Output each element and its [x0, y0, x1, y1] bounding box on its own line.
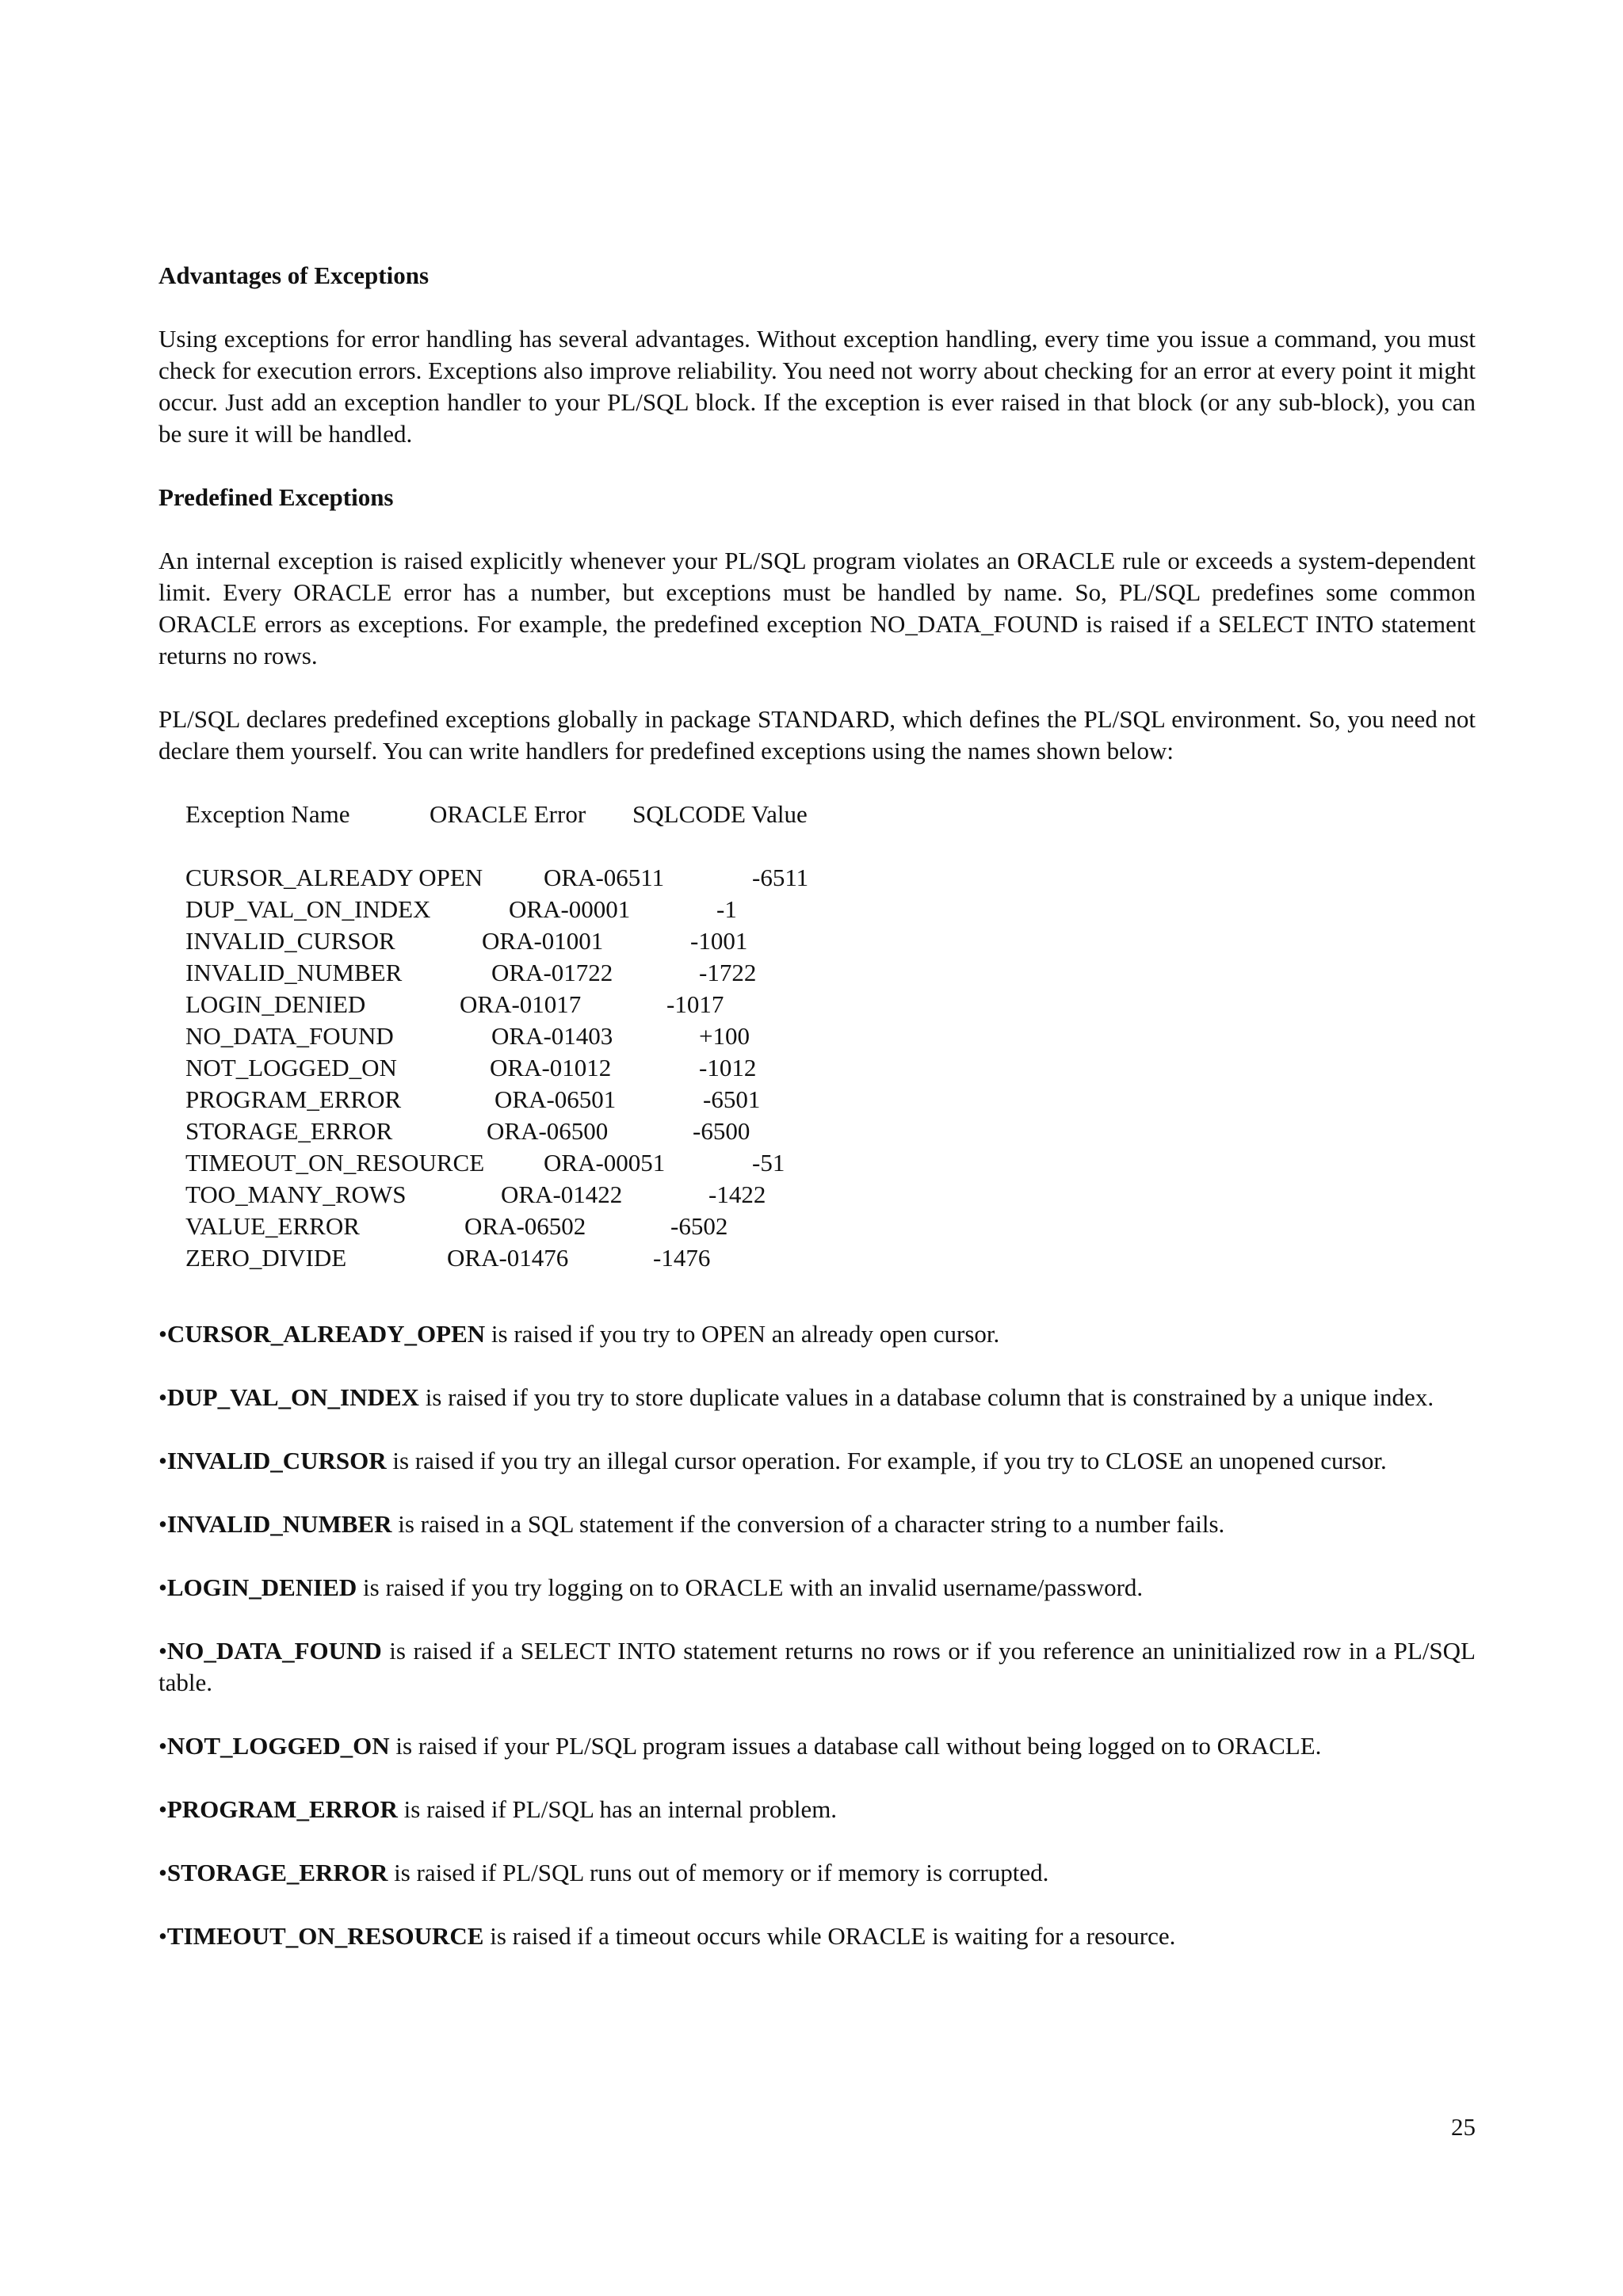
cell-exception-name: PROGRAM_ERROR — [185, 1085, 402, 1113]
cell-sqlcode-value: -6500 — [693, 1117, 750, 1145]
bullet-dot: • — [158, 1637, 167, 1665]
exception-name: INVALID_NUMBER — [166, 1510, 392, 1538]
list-item — [158, 1635, 1476, 1699]
cell-sqlcode-value: -1012 — [699, 1054, 757, 1081]
cell-oracle-error: ORA-01722 — [491, 959, 613, 986]
exception-description: is raised if a SELECT INTO statement returns no rows or if you reference an uninitialized row in a PL/SQL table. — [158, 1637, 1476, 1696]
bullet-dot: • — [158, 1922, 167, 1950]
exception-description-list — [158, 1318, 1476, 1952]
exception-description: is raised if you try to OPEN an already open cursor. — [485, 1320, 1000, 1348]
list-item — [158, 1857, 1476, 1889]
table-row — [185, 1084, 1476, 1116]
exception-table-header — [185, 799, 1476, 830]
paragraph-advantages: Using exceptions for error handling has several advantages. Without exception handling, every time you issue a command, you must check for execution errors. Exceptions also improve reliability. You need not worry about checking for an error at every point it might occur. Just add an exception handler to your PL/SQL block. If the exception is ever raised in that block (or any sub-block), you can be sure it will be handled. — [158, 325, 1476, 448]
list-item — [158, 1794, 1476, 1825]
exception-name: NOT_LOGGED_ON — [166, 1732, 390, 1760]
cell-sqlcode-value: -1 — [716, 895, 737, 923]
exception-description: is raised in a SQL statement if the conversion of a character string to a number fails. — [391, 1510, 1225, 1538]
table-row — [185, 989, 1476, 1020]
cell-exception-name: TIMEOUT_ON_RESOURCE — [185, 1149, 485, 1177]
cell-exception-name: DUP_VAL_ON_INDEX — [185, 895, 431, 923]
cell-oracle-error: ORA-01403 — [491, 1022, 613, 1050]
table-row — [185, 1116, 1476, 1147]
cell-oracle-error: ORA-01001 — [482, 927, 604, 955]
cell-exception-name: INVALID_NUMBER — [185, 959, 403, 986]
table-row — [185, 894, 1476, 925]
list-item — [158, 1382, 1476, 1413]
cell-oracle-error: ORA-06502 — [464, 1212, 586, 1240]
exception-description: is raised if you try to store duplicate values in a database column that is constrained by a unique index. — [418, 1383, 1434, 1411]
table-row — [185, 1020, 1476, 1052]
list-item — [158, 1730, 1476, 1762]
exception-name: CURSOR_ALREADY_OPEN — [166, 1320, 486, 1348]
exception-description: is raised if PL/SQL has an internal problem. — [397, 1795, 838, 1823]
list-item — [158, 1920, 1476, 1952]
cell-exception-name: NOT_LOGGED_ON — [185, 1054, 397, 1081]
bullet-dot: • — [158, 1320, 167, 1348]
exception-description: is raised if PL/SQL runs out of memory or if memory is corrupted. — [388, 1859, 1049, 1886]
cell-exception-name: LOGIN_DENIED — [185, 990, 366, 1018]
cell-oracle-error: ORA-01422 — [501, 1180, 623, 1208]
cell-sqlcode-value: -51 — [752, 1149, 785, 1177]
bullet-dot: • — [158, 1859, 167, 1886]
section-heading-predefined: Predefined Exceptions — [158, 483, 394, 511]
exception-name: INVALID_CURSOR — [166, 1447, 387, 1474]
exception-description: is raised if you try an illegal cursor operation. For example, if you try to CLOSE an unopened cursor. — [386, 1447, 1387, 1474]
exception-name: STORAGE_ERROR — [166, 1859, 388, 1886]
table-row — [185, 1147, 1476, 1179]
exception-name: DUP_VAL_ON_INDEX — [166, 1383, 419, 1411]
page-number: 25 — [1451, 2113, 1476, 2141]
paragraph-internal-exception: An internal exception is raised explicitly whenever your PL/SQL program violates an ORACLE rule or exceeds a system-dependent limit. Every ORACLE error has a number, but exceptions must be handled by name. So, PL/SQL predefines some common ORACLE errors as exceptions. For example, the predefined exception NO_DATA_FOUND is raised if a SELECT INTO statement returns no rows. — [158, 547, 1476, 669]
exception-name: PROGRAM_ERROR — [166, 1795, 398, 1823]
table-row — [185, 1052, 1476, 1084]
cell-sqlcode-value: -1476 — [653, 1244, 711, 1272]
table-row — [185, 1242, 1476, 1274]
list-item — [158, 1508, 1476, 1540]
exception-name: NO_DATA_FOUND — [166, 1637, 382, 1665]
exception-table-body — [185, 862, 1476, 1274]
cell-oracle-error: ORA-06500 — [487, 1117, 609, 1145]
cell-exception-name: STORAGE_ERROR — [185, 1117, 393, 1145]
cell-exception-name: NO_DATA_FOUND — [185, 1022, 394, 1050]
section-heading-advantages: Advantages of Exceptions — [158, 261, 430, 289]
cell-sqlcode-value: -1017 — [666, 990, 724, 1018]
exception-name: TIMEOUT_ON_RESOURCE — [166, 1922, 484, 1950]
table-row — [185, 1211, 1476, 1242]
exception-table — [185, 799, 1476, 1274]
exception-description: is raised if a timeout occurs while ORACLE is waiting for a resource. — [483, 1922, 1176, 1950]
header-oracle-error: ORACLE Error — [430, 800, 586, 828]
document-page — [158, 260, 1476, 1984]
cell-exception-name: TOO_MANY_ROWS — [185, 1180, 407, 1208]
table-row — [185, 862, 1476, 894]
exception-description: is raised if your PL/SQL program issues a database call without being logged on to ORACLE. — [389, 1732, 1322, 1760]
cell-sqlcode-value: -6501 — [703, 1085, 761, 1113]
bullet-dot: • — [158, 1510, 167, 1538]
cell-oracle-error: ORA-00001 — [509, 895, 631, 923]
exception-name: LOGIN_DENIED — [166, 1573, 357, 1601]
cell-sqlcode-value: -1001 — [690, 927, 748, 955]
cell-oracle-error: ORA-01012 — [490, 1054, 612, 1081]
cell-oracle-error: ORA-06511 — [544, 864, 665, 891]
cell-exception-name: CURSOR_ALREADY OPEN — [185, 864, 483, 891]
list-item — [158, 1318, 1476, 1350]
list-item — [158, 1572, 1476, 1604]
cell-sqlcode-value: -1422 — [708, 1180, 766, 1208]
cell-oracle-error: ORA-01017 — [460, 990, 582, 1018]
bullet-dot: • — [158, 1383, 167, 1411]
table-row — [185, 957, 1476, 989]
bullet-dot: • — [158, 1447, 167, 1474]
header-exception-name: Exception Name — [185, 800, 350, 828]
cell-exception-name: ZERO_DIVIDE — [185, 1244, 347, 1272]
bullet-dot: • — [158, 1795, 167, 1823]
cell-oracle-error: ORA-06501 — [495, 1085, 617, 1113]
cell-sqlcode-value: +100 — [699, 1022, 750, 1050]
paragraph-standard-package: PL/SQL declares predefined exceptions globally in package STANDARD, which defines the PL/SQL environment. So, you need not declare them yourself. You can write handlers for predefined exceptions using the names shown below: — [158, 705, 1476, 765]
cell-exception-name: INVALID_CURSOR — [185, 927, 395, 955]
exception-description: is raised if you try logging on to ORACLE with an invalid username/password. — [357, 1573, 1144, 1601]
bullet-dot: • — [158, 1573, 167, 1601]
list-item — [158, 1445, 1476, 1477]
cell-oracle-error: ORA-00051 — [544, 1149, 666, 1177]
table-row — [185, 925, 1476, 957]
table-row — [185, 1179, 1476, 1211]
cell-sqlcode-value: -6511 — [752, 864, 809, 891]
cell-sqlcode-value: -1722 — [699, 959, 757, 986]
header-sqlcode-value: SQLCODE Value — [632, 800, 808, 828]
cell-exception-name: VALUE_ERROR — [185, 1212, 360, 1240]
cell-oracle-error: ORA-01476 — [447, 1244, 569, 1272]
bullet-dot: • — [158, 1732, 167, 1760]
cell-sqlcode-value: -6502 — [670, 1212, 728, 1240]
